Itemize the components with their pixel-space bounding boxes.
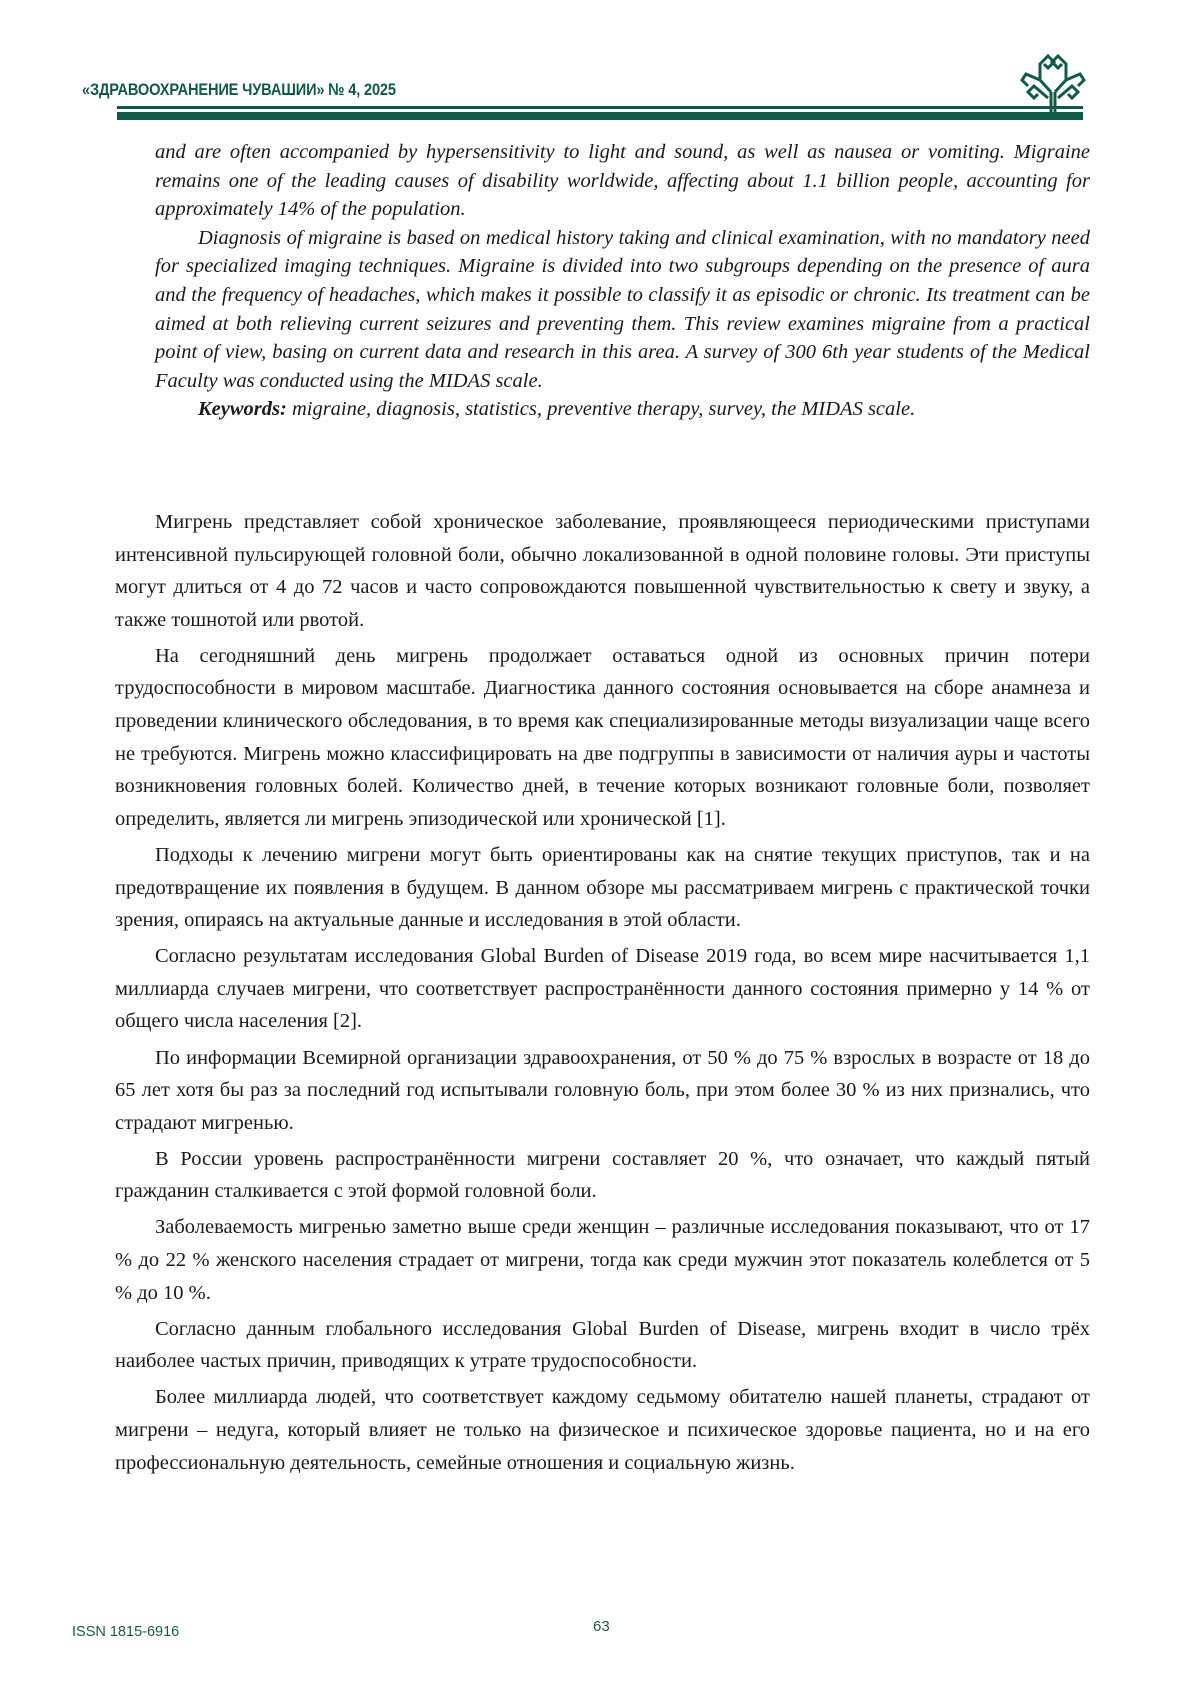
abstract-paragraph: Diagnosis of migraine is based on medical history taking and clinical examination, with no mandatory need for specialized imaging techniques. Migraine is divided into two subgroups depending on the presence of aura and the frequency of headaches, which makes it possible to classify it as episodic or chronic. Its treatment can be aimed at both relieving current seizures and preventing them. This review examines migraine from a practical point of view, basing on current data and research in this area. A survey of 300 6th year students of the Medical Faculty was conducted using the MIDAS scale. [155,226,1090,392]
body-paragraph: Более миллиарда людей, что соответствует каждому седьмому обитателю нашей планеты, страдают от мигрени – недуга, который влияет не только на физическое и психическое здоровье пациента, но и на его профессиональную деятельность, семейные отношения и социальную жизнь. [115,1386,1090,1474]
body-paragraph: На сегодняшний день мигрень продолжает оставаться одной из основных причин потери трудоспособности в мировом масштабе. Диагностика данного состояния основывается на сборе анамнеза и проведении клинического обследования, в то время как специализированные методы визуализации чаще всего не требуются. Мигрень можно классифицировать на две подгруппы в зависимости от наличия ауры и частоты возникновения головных болей. Количество дней, в течение которых возникают головные боли, позволяет определить, является ли мигрень эпизодической или хронической [1]. [115,644,1090,830]
journal-title: «ЗДРАВООХРАНЕНИЕ ЧУВАШИИ» № 4, 2025 [82,80,396,99]
abstract-paragraph: and are often accompanied by hypersensitivity to light and sound, as well as nausea or vomiting. Migraine remains one of the leading causes of disability worldwide, affecting about 1.1 billion people, accounting for approximately 14% of the population. [155,141,1090,221]
body-paragraph: Согласно данным глобального исследования Global Burden of Disease, мигрень входит в число трёх наиболее частых причин, приводящих к утрате трудоспособности. [115,1317,1090,1373]
body-paragraph: Согласно результатам исследования Global Burden of Disease 2019 года, во всем мире насчитывается 1,1 миллиарда случаев мигрени, что соответствует распространённости данного состояния примерно у 14 % от общего числа населения [2]. [115,945,1090,1033]
chuvash-tree-emblem-icon [1018,50,1088,120]
footer-issn: ISSN 1815-6916 [72,1624,180,1640]
body-paragraph: Заболеваемость мигренью заметно выше среди женщин – различные исследования показывают, что от 17 % до 22 % женского населения страдает от мигрени, тогда как среди мужчин этот показатель колеблется от 5 % до 10 %. [115,1216,1090,1304]
body-paragraph: В России уровень распространённости мигрени составляет 20 %, что означает, что каждый пятый гражданин сталкивается с этой формой головной боли. [115,1147,1090,1203]
header-rule-thin [117,106,1083,109]
body-paragraph: Мигрень представляет собой хроническое заболевание, проявляющееся периодическими приступами интенсивной пульсирующей головной боли, обычно локализованной в одной половине головы. Эти приступы могут длиться от 4 до 72 часов и часто сопровождаются повышенной чувствительностью к свету и звуку, а также тошнотой или рвотой. [115,511,1090,631]
article-body [115,506,1090,1483]
keywords-text: migraine, diagnosis, statistics, preventive therapy, survey, the MIDAS scale. [286,398,916,421]
header-rule-thick [117,112,1083,120]
keywords-label: Keywords: [198,398,287,421]
english-abstract [155,138,1090,424]
body-paragraph: По информации Всемирной организации здравоохранения, от 50 % до 75 % взрослых в возрасте от 18 до 65 лет хотя бы раз за последний год испытывали головную боль, при этом более 30 % из них признались, что страдают мигренью. [115,1046,1090,1134]
body-paragraph: Подходы к лечению мигрени могут быть ориентированы как на снятие текущих приступов, так и на предотвращение их появления в будущем. В данном обзоре мы рассматриваем мигрень с практической точки зрения, опираясь на актуальные данные и исследования в этой области. [115,843,1090,932]
page-number: 63 [593,1618,610,1635]
keywords-line [155,395,1090,424]
